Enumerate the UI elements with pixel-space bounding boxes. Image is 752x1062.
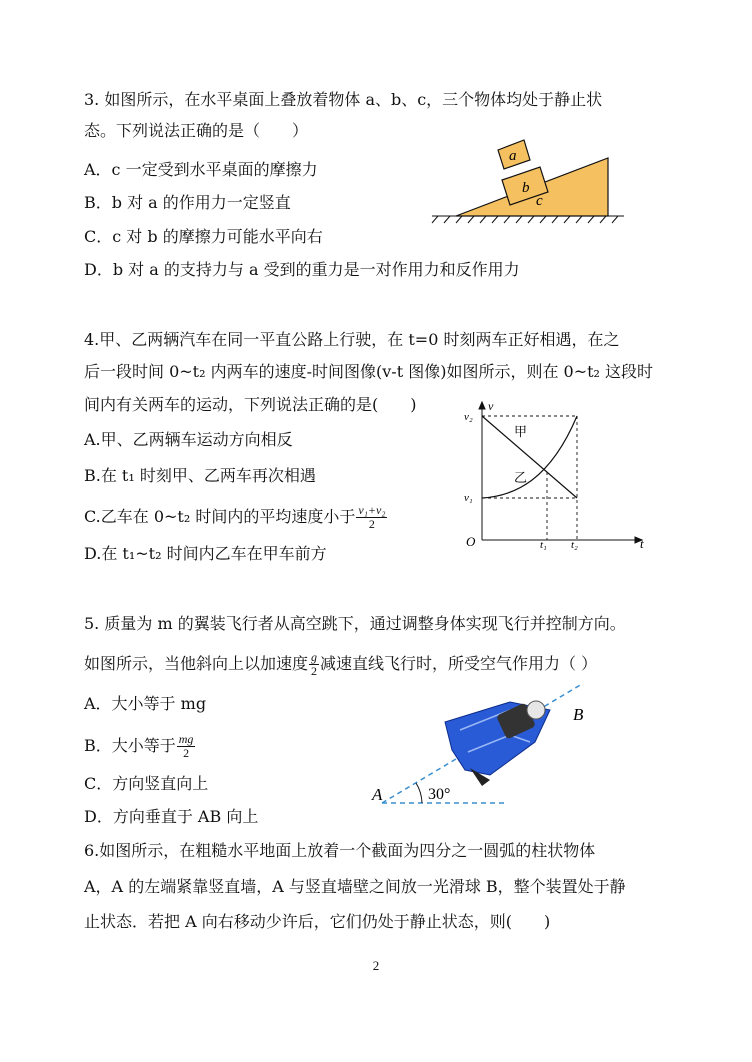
fraction-denominator: 2 xyxy=(368,517,375,531)
q4-option-c-text: C.乙车在 0~t₂ 时间内的平均速度小于 xyxy=(84,507,356,526)
ground-hatching xyxy=(432,216,624,223)
v-axis-label: v xyxy=(488,399,494,413)
fraction-numerator: g xyxy=(311,650,318,664)
q3-option-d: D．b 对 a 的支持力与 a 受到的重力是一对作用力和反作用力 xyxy=(84,260,520,279)
q4-option-d: D.在 t₁~t₂ 时间内乙车在甲车前方 xyxy=(84,544,327,563)
q3-option-c: C．c 对 b 的摩擦力可能水平向右 xyxy=(84,227,323,246)
t2-label: t₂ xyxy=(571,539,578,551)
q3-stacked-blocks-figure xyxy=(428,134,628,224)
v1-label: v₁ xyxy=(464,492,473,504)
jia-label: 甲 xyxy=(514,425,528,440)
fraction-denominator: 2 xyxy=(183,746,190,760)
q4-option-b: B.在 t₁ 时刻甲、乙两车再次相遇 xyxy=(84,466,316,485)
angle-label: 30° xyxy=(428,786,451,803)
q5-option-d: D．方向垂直于 AB 向上 xyxy=(84,807,259,826)
q3-option-b: B．b 对 a 的作用力一定竖直 xyxy=(84,193,291,212)
q4-stem-line3: 间内有关两车的运动，下列说法正确的是( ) xyxy=(84,395,417,414)
fraction-numerator: mg xyxy=(178,732,194,746)
angle-arc xyxy=(416,783,422,803)
q5-option-a: A．大小等于 mg xyxy=(84,694,207,713)
q3-stem-line1: 3. 如图所示，在水平桌面上叠放着物体 a、b、c，三个物体均处于静止状 xyxy=(84,90,603,109)
label-a: a xyxy=(509,148,517,164)
q6-stem-line1: 6.如图所示，在粗糙水平地面上放着一个截面为四分之一圆弧的柱状物体 xyxy=(84,841,596,860)
q4-option-a: A.甲、乙两辆车运动方向相反 xyxy=(84,430,293,449)
q4-option-c xyxy=(84,504,388,531)
yi-label: 乙 xyxy=(514,471,528,486)
label-A: A xyxy=(372,785,383,804)
v2-label: v₂ xyxy=(464,411,473,423)
line-jia xyxy=(482,416,577,498)
label-c: c xyxy=(536,193,543,209)
q5-option-c: C．方向竖直向上 xyxy=(84,774,209,793)
wingsuit-flyer-icon xyxy=(445,701,550,786)
fraction-numerator: v₁+v₂ xyxy=(358,503,386,517)
q5-option-b-fraction xyxy=(177,733,196,760)
q4-option-c-fraction xyxy=(356,504,387,531)
q3-stem-line2: 态。下列说法正确的是（ ） xyxy=(84,121,309,140)
q5-stem-line2 xyxy=(84,651,597,678)
label-B: B xyxy=(573,705,584,724)
q5-stem-prefix: 如图所示，当他斜向上以加速度 xyxy=(84,654,309,673)
q5-stem-suffix: 减速直线飞行时，所受空气作用力（ ） xyxy=(320,654,598,673)
fraction-denominator: 2 xyxy=(311,664,318,678)
t1-label: t₁ xyxy=(540,539,547,551)
origin-label: O xyxy=(466,534,476,549)
q6-stem-line3: 止状态．若把 A 向右移动少许后，它们仍处于静止状态，则( ) xyxy=(84,912,551,931)
q4-stem-line2: 后一段时间 0~t₂ 内两车的速度-时间图像(v-t 图像)如图所示，则在 0~t₂ 这段时 xyxy=(84,362,654,381)
q5-wingsuit-figure xyxy=(370,680,600,810)
v-axis-arrow xyxy=(479,402,485,409)
q5-option-b-text: B．大小等于 xyxy=(84,736,176,755)
t-axis-label: t xyxy=(640,536,644,551)
q6-stem-line2: A，A 的左端紧靠竖直墙，A 与竖直墙壁之间放一光滑球 B，整个装置处于静 xyxy=(84,877,626,896)
q5-stem-fraction xyxy=(309,651,319,678)
label-b: b xyxy=(522,180,530,196)
q3-option-a: A．c 一定受到水平桌面的摩擦力 xyxy=(84,160,318,179)
page-number: 2 xyxy=(372,958,380,973)
q4-vt-graph xyxy=(460,400,660,550)
q5-option-b xyxy=(84,733,196,760)
q4-stem-line1: 4.甲、乙两辆汽车在同一平直公路上行驶，在 t=0 时刻两车正好相遇，在之 xyxy=(84,330,620,349)
q5-stem-line1: 5. 质量为 m 的翼装飞行者从高空跳下，通过调整身体实现飞行并控制方向。 xyxy=(84,614,626,633)
